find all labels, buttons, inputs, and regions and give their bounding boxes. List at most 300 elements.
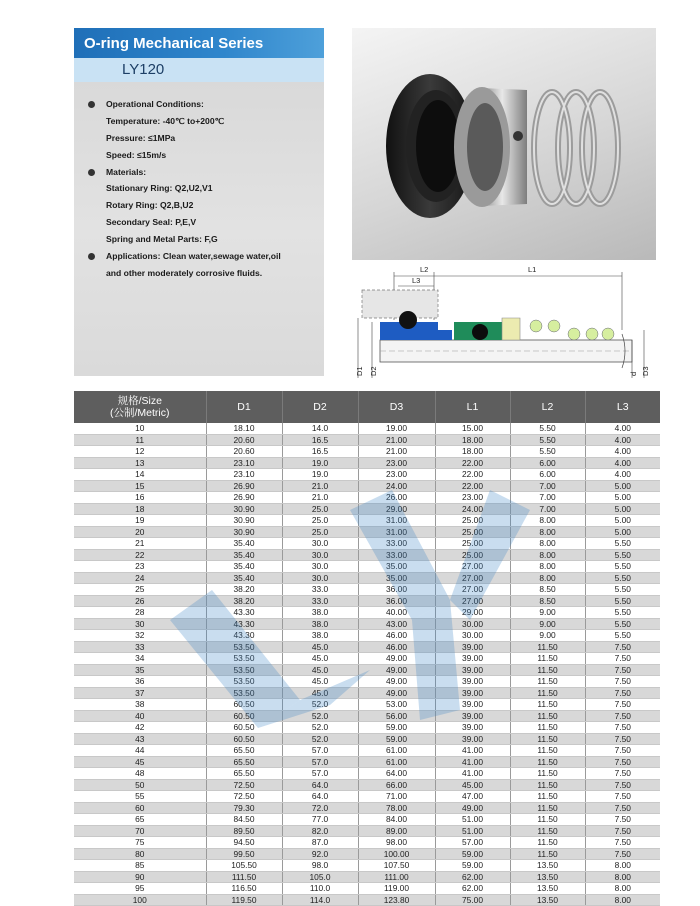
table-cell: 45.0 [282, 676, 358, 688]
spec-item [88, 147, 320, 164]
table-cell: 15.00 [435, 423, 510, 434]
table-cell: 5.50 [585, 618, 660, 630]
spec-item [88, 130, 320, 147]
table-cell: 7.50 [585, 848, 660, 860]
table-cell: 82.0 [282, 825, 358, 837]
table-header-row [74, 391, 660, 423]
table-cell: 18.00 [435, 434, 510, 446]
table-cell: 25.00 [435, 515, 510, 527]
bullet-icon [88, 169, 95, 176]
table-cell: 38.0 [282, 618, 358, 630]
table-cell: 11.50 [510, 837, 585, 849]
table-cell: 12 [74, 446, 206, 458]
spec-item [88, 197, 320, 214]
table-cell: 35.40 [206, 572, 282, 584]
table-cell: 7.50 [585, 779, 660, 791]
table-cell: 38.0 [282, 630, 358, 642]
table-cell: 19.0 [282, 469, 358, 481]
table-cell: 7.50 [585, 814, 660, 826]
table-cell: 26.00 [358, 492, 435, 504]
table-cell: 39.00 [435, 641, 510, 653]
table-cell: 9.00 [510, 630, 585, 642]
table-cell: 5.50 [585, 561, 660, 573]
table-cell: 46.00 [358, 641, 435, 653]
table-cell: 57.0 [282, 745, 358, 757]
column-header: D2 [282, 391, 358, 423]
table-cell: 5.50 [585, 595, 660, 607]
table-cell: 33.0 [282, 584, 358, 596]
table-cell: 89.50 [206, 825, 282, 837]
table-cell: 5.00 [585, 480, 660, 492]
table-cell: 30.90 [206, 503, 282, 515]
table-cell: 8.50 [510, 595, 585, 607]
table-cell: 60.50 [206, 699, 282, 711]
table-cell: 11.50 [510, 722, 585, 734]
table-cell: 36.00 [358, 595, 435, 607]
table-cell: 5.00 [585, 503, 660, 515]
table-cell: 45.00 [435, 779, 510, 791]
table-cell: 8.00 [510, 572, 585, 584]
table-cell: 11.50 [510, 745, 585, 757]
table-cell: 45.0 [282, 653, 358, 665]
table-cell: 40 [74, 710, 206, 722]
table-cell: 18.00 [435, 446, 510, 458]
label-l3: L3 [412, 276, 421, 285]
table-row [74, 722, 660, 734]
table-cell: 79.30 [206, 802, 282, 814]
table-cell: 4.00 [585, 434, 660, 446]
table-row [74, 607, 660, 619]
table-cell: 49.00 [358, 676, 435, 688]
table-cell: 4.00 [585, 446, 660, 458]
table-cell: 61.00 [358, 756, 435, 768]
spec-item [88, 96, 320, 113]
table-cell: 11.50 [510, 641, 585, 653]
table-cell: 51.00 [435, 825, 510, 837]
table-cell: 64.00 [358, 768, 435, 780]
table-cell: 26 [74, 595, 206, 607]
table-cell: 52.0 [282, 722, 358, 734]
table-cell: 60 [74, 802, 206, 814]
table-cell: 77.0 [282, 814, 358, 826]
table-cell: 72.50 [206, 791, 282, 803]
table-cell: 8.00 [585, 860, 660, 872]
table-cell: 24.00 [435, 503, 510, 515]
spec-text: Pressure: ≤1MPa [106, 132, 176, 143]
table-cell: 38.0 [282, 607, 358, 619]
table-cell: 65.50 [206, 745, 282, 757]
table-cell: 49.00 [358, 653, 435, 665]
table-cell: 43.30 [206, 618, 282, 630]
table-cell: 5.50 [510, 434, 585, 446]
table-cell: 60.50 [206, 710, 282, 722]
table-cell: 16.5 [282, 446, 358, 458]
table-cell: 5.00 [585, 492, 660, 504]
table-cell: 13.50 [510, 883, 585, 895]
table-cell: 64.0 [282, 791, 358, 803]
spec-text: Secondary Seal: P,E,V [106, 217, 197, 228]
spec-text: Applications: Clean water,sewage water,oil [106, 251, 281, 262]
cross-section-diagram [352, 260, 656, 380]
table-row [74, 699, 660, 711]
table-cell: 19.0 [282, 457, 358, 469]
table-cell: 16 [74, 492, 206, 504]
table-cell: 7.00 [510, 492, 585, 504]
table-cell: 119.50 [206, 894, 282, 906]
table-row [74, 814, 660, 826]
table-cell: 27.00 [435, 561, 510, 573]
table-cell: 48 [74, 768, 206, 780]
table-cell: 14 [74, 469, 206, 481]
table-cell: 78.00 [358, 802, 435, 814]
table-cell: 5.50 [585, 607, 660, 619]
table-cell: 21.0 [282, 492, 358, 504]
table-cell: 98.00 [358, 837, 435, 849]
table-row [74, 492, 660, 504]
spec-text: Spring and Metal Parts: F,G [106, 234, 218, 245]
table-cell: 4.00 [585, 457, 660, 469]
table-cell: 11 [74, 434, 206, 446]
table-cell: 30.0 [282, 572, 358, 584]
table-cell: 31.00 [358, 515, 435, 527]
table-row [74, 745, 660, 757]
table-cell: 39.00 [435, 722, 510, 734]
table-cell: 80 [74, 848, 206, 860]
table-cell: 35.40 [206, 561, 282, 573]
table-cell: 30.90 [206, 515, 282, 527]
table-cell: 70 [74, 825, 206, 837]
table-cell: 8.00 [510, 538, 585, 550]
table-cell: 23.00 [358, 457, 435, 469]
table-cell: 7.00 [510, 480, 585, 492]
table-row [74, 572, 660, 584]
table-cell: 33.0 [282, 595, 358, 607]
table-cell: 60.50 [206, 722, 282, 734]
column-header: D1 [206, 391, 282, 423]
table-cell: 35.00 [358, 572, 435, 584]
table-row [74, 848, 660, 860]
table-cell: 8.00 [585, 871, 660, 883]
table-cell: 8.00 [510, 549, 585, 561]
table-cell: 44 [74, 745, 206, 757]
table-cell: 43.00 [358, 618, 435, 630]
spec-item [88, 231, 320, 248]
bullet-icon [88, 101, 95, 108]
table-cell: 36.00 [358, 584, 435, 596]
table-cell: 25.00 [435, 526, 510, 538]
table-cell: 87.0 [282, 837, 358, 849]
label-d2: D2 [369, 366, 378, 376]
label-l1: L1 [528, 265, 537, 274]
table-cell: 72.0 [282, 802, 358, 814]
table-cell: 5.50 [585, 549, 660, 561]
table-cell: 39.00 [435, 699, 510, 711]
table-cell: 65.50 [206, 756, 282, 768]
table-cell: 35 [74, 664, 206, 676]
table-cell: 7.50 [585, 653, 660, 665]
table-cell: 46.00 [358, 630, 435, 642]
table-cell: 39.00 [435, 687, 510, 699]
table-cell: 89.00 [358, 825, 435, 837]
table-cell: 11.50 [510, 814, 585, 826]
table-row [74, 641, 660, 653]
table-cell: 30.0 [282, 549, 358, 561]
table-cell: 11.50 [510, 699, 585, 711]
table-row [74, 434, 660, 446]
table-cell: 27.00 [435, 595, 510, 607]
table-cell: 4.00 [585, 423, 660, 434]
table-row [74, 779, 660, 791]
table-cell: 99.50 [206, 848, 282, 860]
table-cell: 60.50 [206, 733, 282, 745]
table-cell: 7.50 [585, 791, 660, 803]
spec-text: Speed: ≤15m/s [106, 149, 167, 160]
table-cell: 7.50 [585, 710, 660, 722]
table-cell: 11.50 [510, 653, 585, 665]
table-cell: 14.0 [282, 423, 358, 434]
table-body [74, 423, 660, 906]
table-cell: 25.00 [435, 538, 510, 550]
table-row [74, 871, 660, 883]
table-cell: 19.00 [358, 423, 435, 434]
table-cell: 5.00 [585, 515, 660, 527]
table-cell: 35.00 [358, 561, 435, 573]
table-cell: 94.50 [206, 837, 282, 849]
table-row [74, 791, 660, 803]
table-cell: 30.0 [282, 561, 358, 573]
table-cell: 8.00 [510, 561, 585, 573]
table-cell: 98.0 [282, 860, 358, 872]
table-cell: 52.0 [282, 710, 358, 722]
table-row [74, 756, 660, 768]
table-cell: 6.00 [510, 469, 585, 481]
table-cell: 4.00 [585, 469, 660, 481]
table-row [74, 515, 660, 527]
table-cell: 36 [74, 676, 206, 688]
table-cell: 100.00 [358, 848, 435, 860]
table-cell: 8.50 [510, 584, 585, 596]
seal-illustration [352, 28, 656, 260]
table-row [74, 446, 660, 458]
table-cell: 26.90 [206, 492, 282, 504]
table-cell: 59.00 [435, 860, 510, 872]
size-table [74, 391, 660, 906]
table-cell: 23 [74, 561, 206, 573]
table-cell: 53.50 [206, 664, 282, 676]
table-cell: 29.00 [358, 503, 435, 515]
table-cell: 53.50 [206, 653, 282, 665]
table-cell: 30.00 [435, 630, 510, 642]
spec-panel [74, 82, 324, 376]
table-cell: 45.0 [282, 664, 358, 676]
table-row [74, 561, 660, 573]
table-cell: 23.10 [206, 457, 282, 469]
table-cell: 21.00 [358, 434, 435, 446]
table-row [74, 618, 660, 630]
table-cell: 41.00 [435, 756, 510, 768]
table-cell: 116.50 [206, 883, 282, 895]
table-cell: 7.50 [585, 676, 660, 688]
label-l2: L2 [420, 265, 429, 274]
table-cell: 39.00 [435, 733, 510, 745]
table-row [74, 676, 660, 688]
table-cell: 21.0 [282, 480, 358, 492]
table-cell: 7.50 [585, 802, 660, 814]
table-cell: 84.50 [206, 814, 282, 826]
column-header: D3 [358, 391, 435, 423]
table-cell: 20 [74, 526, 206, 538]
spec-item [88, 265, 320, 282]
table-cell: 40.00 [358, 607, 435, 619]
spec-text: Temperature: -40℃ to+200℃ [106, 115, 225, 126]
table-cell: 53.00 [358, 699, 435, 711]
table-cell: 18 [74, 503, 206, 515]
spec-text: Operational Conditions: [106, 99, 204, 109]
table-row [74, 595, 660, 607]
table-cell: 11.50 [510, 779, 585, 791]
table-cell: 11.50 [510, 848, 585, 860]
table-cell: 35.40 [206, 538, 282, 550]
table-cell: 7.50 [585, 699, 660, 711]
table-cell: 33.00 [358, 549, 435, 561]
table-cell: 5.50 [585, 630, 660, 642]
table-row [74, 457, 660, 469]
table-cell: 30.90 [206, 526, 282, 538]
table-cell: 59.00 [358, 722, 435, 734]
table-cell: 22.00 [435, 469, 510, 481]
column-header: L2 [510, 391, 585, 423]
table-cell: 5.50 [585, 584, 660, 596]
column-header: 规格/Size (公制/Metric) [74, 391, 206, 423]
table-cell: 37 [74, 687, 206, 699]
table-cell: 8.00 [585, 883, 660, 895]
table-cell: 8.00 [510, 515, 585, 527]
table-cell: 53.50 [206, 641, 282, 653]
table-cell: 50 [74, 779, 206, 791]
table-cell: 8.00 [510, 526, 585, 538]
table-row [74, 469, 660, 481]
table-cell: 75.00 [435, 894, 510, 906]
column-header: L1 [435, 391, 510, 423]
table-cell: 7.50 [585, 664, 660, 676]
table-row [74, 503, 660, 515]
table-row [74, 664, 660, 676]
table-cell: 21.00 [358, 446, 435, 458]
spec-item [88, 248, 320, 265]
table-cell: 39.00 [435, 653, 510, 665]
table-cell: 11.50 [510, 802, 585, 814]
table-cell: 62.00 [435, 883, 510, 895]
table-cell: 72.50 [206, 779, 282, 791]
table-cell: 26.90 [206, 480, 282, 492]
table-row [74, 630, 660, 642]
spec-item [88, 180, 320, 197]
table-cell: 31.00 [358, 526, 435, 538]
table-cell: 64.0 [282, 779, 358, 791]
table-cell: 55 [74, 791, 206, 803]
table-cell: 38.20 [206, 584, 282, 596]
table-cell: 100 [74, 894, 206, 906]
table-cell: 28 [74, 607, 206, 619]
table-cell: 9.00 [510, 618, 585, 630]
table-cell: 5.50 [510, 423, 585, 434]
table-row [74, 860, 660, 872]
table-row [74, 687, 660, 699]
table-cell: 52.0 [282, 699, 358, 711]
table-cell: 110.0 [282, 883, 358, 895]
table-row [74, 653, 660, 665]
table-cell: 41.00 [435, 745, 510, 757]
table-cell: 39.00 [435, 710, 510, 722]
table-cell: 53.50 [206, 687, 282, 699]
table-cell: 92.0 [282, 848, 358, 860]
table-cell: 11.50 [510, 733, 585, 745]
table-cell: 35.40 [206, 549, 282, 561]
table-cell: 5.50 [510, 446, 585, 458]
table-cell: 7.50 [585, 768, 660, 780]
table-cell: 43 [74, 733, 206, 745]
table-cell: 49.00 [435, 802, 510, 814]
table-cell: 27.00 [435, 584, 510, 596]
table-cell: 13 [74, 457, 206, 469]
table-cell: 11.50 [510, 825, 585, 837]
table-row [74, 549, 660, 561]
table-cell: 25.0 [282, 526, 358, 538]
product-photo [352, 28, 656, 260]
table-cell: 62.00 [435, 871, 510, 883]
table-cell: 22 [74, 549, 206, 561]
table-cell: 105.0 [282, 871, 358, 883]
table-cell: 45 [74, 756, 206, 768]
table-row [74, 894, 660, 906]
table-cell: 85 [74, 860, 206, 872]
table-cell: 23.10 [206, 469, 282, 481]
table-cell: 20.60 [206, 434, 282, 446]
table-cell: 32 [74, 630, 206, 642]
spec-item [88, 214, 320, 231]
table-row [74, 837, 660, 849]
table-cell: 5.50 [585, 538, 660, 550]
table-cell: 13.50 [510, 894, 585, 906]
table-cell: 57.0 [282, 756, 358, 768]
spec-item [88, 164, 320, 181]
table-cell: 16.5 [282, 434, 358, 446]
table-cell: 22.00 [435, 457, 510, 469]
spec-text: and other moderately corrosive fluids. [106, 267, 263, 278]
table-cell: 25.00 [435, 549, 510, 561]
column-header: L3 [585, 391, 660, 423]
table-cell: 43.30 [206, 630, 282, 642]
label-d3: D3 [641, 366, 650, 376]
table-cell: 123.80 [358, 894, 435, 906]
table-cell: 22.00 [435, 480, 510, 492]
table-row [74, 883, 660, 895]
table-cell: 90 [74, 871, 206, 883]
label-d: d [629, 371, 638, 376]
table-row [74, 733, 660, 745]
table-row [74, 802, 660, 814]
series-title: O-ring Mechanical Series [74, 28, 324, 58]
table-cell: 65.50 [206, 768, 282, 780]
table-cell: 105.50 [206, 860, 282, 872]
spec-list [88, 96, 320, 282]
table-cell: 7.50 [585, 722, 660, 734]
table-cell: 7.00 [510, 503, 585, 515]
table-cell: 24 [74, 572, 206, 584]
table-cell: 11.50 [510, 768, 585, 780]
table-cell: 66.00 [358, 779, 435, 791]
table-cell: 49.00 [358, 664, 435, 676]
